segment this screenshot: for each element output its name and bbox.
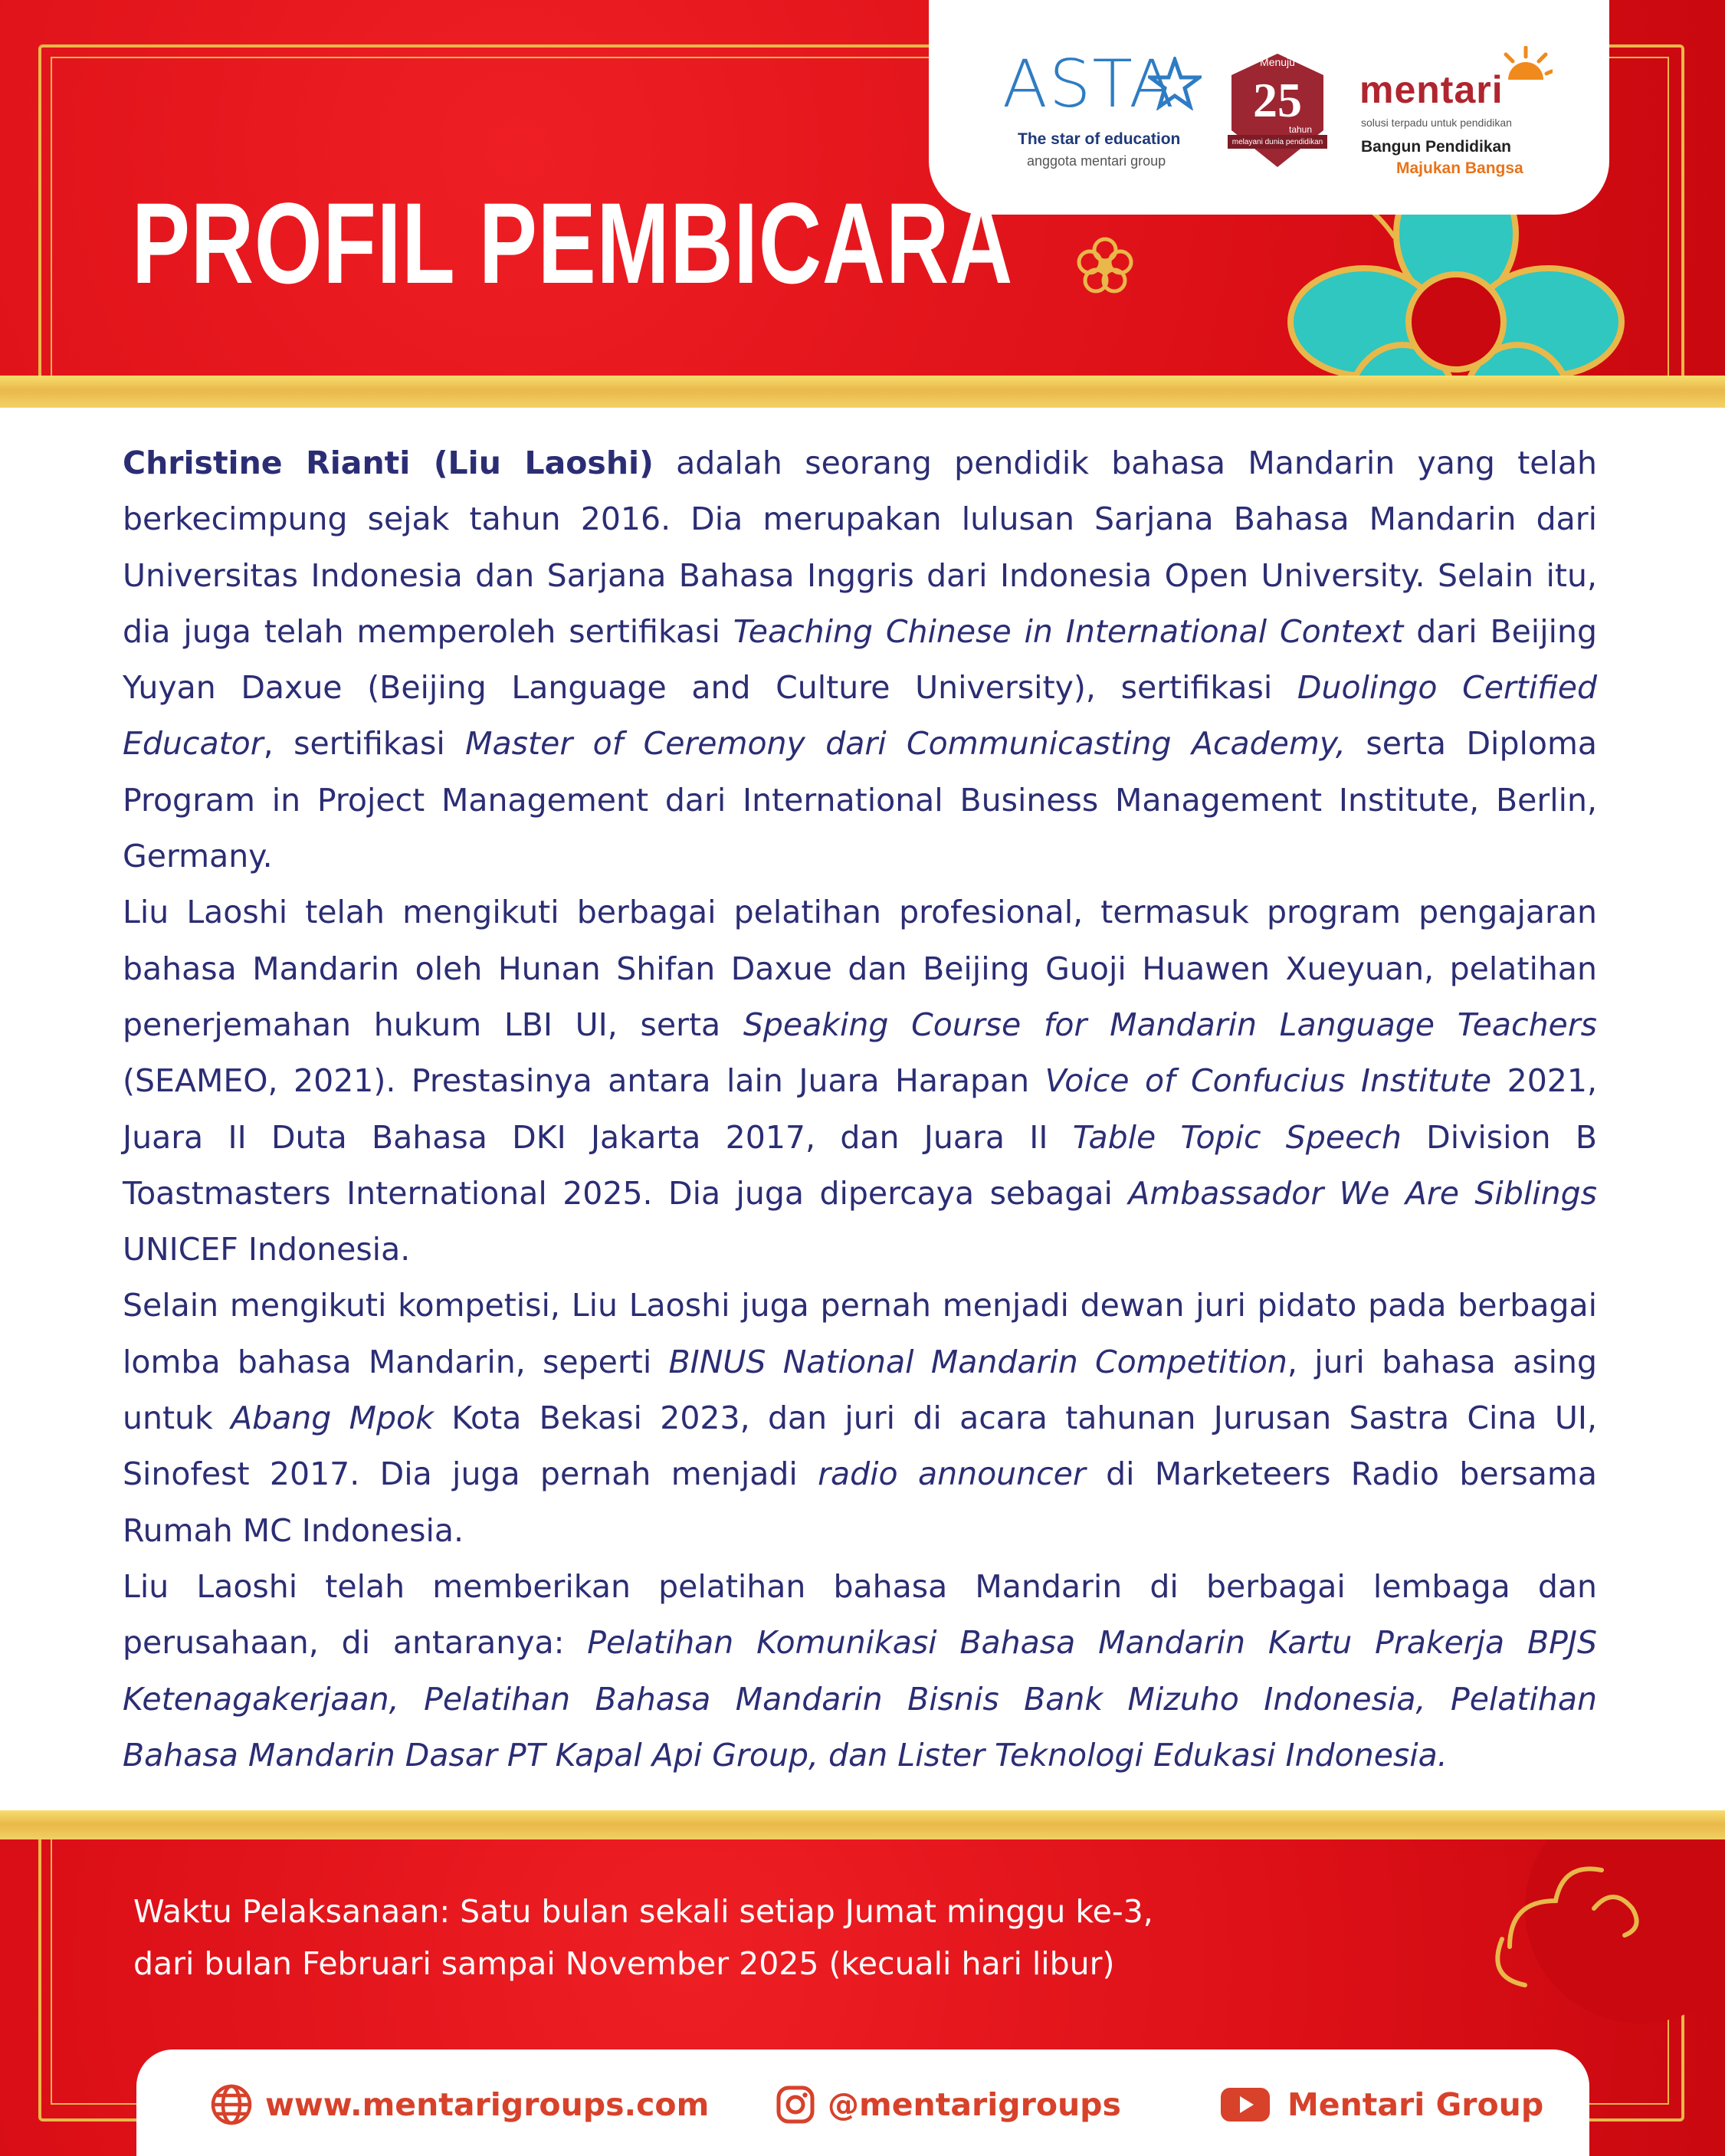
asta-sub: anggota mentari group: [1027, 153, 1166, 169]
website-text: www.mentarigroups.com: [265, 2086, 710, 2123]
schedule-line-1: Waktu Pelaksanaan: Satu bulan sekali setiap Jumat minggu ke-3,: [133, 1893, 1153, 1930]
mentari-logo: mentari: [1359, 68, 1504, 111]
youtube-icon: [1220, 2086, 1271, 2123]
page-title: PROFIL PEMBICARA: [132, 179, 1014, 307]
cloud-decoration-icon: [1479, 1839, 1725, 2046]
footer-gold-band: [0, 1810, 1725, 1841]
contact-bar: [136, 2049, 1589, 2156]
website-link[interactable]: [210, 2082, 709, 2128]
star-icon: [1148, 57, 1202, 110]
mentari-slogan-line1: Bangun Pendidikan: [1361, 138, 1512, 156]
speaker-profile-text: [123, 435, 1597, 1784]
sun-icon: [1499, 46, 1553, 84]
youtube-text: Mentari Group: [1287, 2086, 1544, 2123]
header-banner: [0, 0, 1725, 376]
mentari-slogan-line2: Majukan Bangsa: [1396, 159, 1523, 177]
footer-banner: [0, 1839, 1725, 2156]
asta-logo: ASTA: [1002, 46, 1176, 123]
logo-card: [929, 0, 1609, 215]
youtube-link[interactable]: [1220, 2082, 1543, 2128]
paragraph-judging: Selain mengikuti kompetisi, Liu Laoshi juga pernah menjadi dewan juri pidato pada berbagai lomba bahasa Mandarin, seperti BINUS National Mandarin Competition, juri bahasa asing untuk Abang Mpok Kota Bekasi 2023, dan juri di acara tahunan Jurusan Sastra Cina UI, Sinofest 2017. Dia juga pernah menjadi radio announcer di Marketeers Radio bersama Rumah MC Indonesia.: [123, 1287, 1598, 1549]
header-gold-band: [0, 376, 1725, 408]
paragraph-training-achievements: Liu Laoshi telah mengikuti berbagai pelatihan profesional, termasuk program pengajaran bahasa Mandarin oleh Hunan Shifan Daxue dan Beijing Guoji Huawen Xueyuan, pelatihan penerjemahan hukum LBI UI, serta Speaking Course for Mandarin Language Teachers (SEAMEO, 2021). Prestasinya antara lain Juara Harapan Voice of Confucius Institute 2021, Juara II Duta Bahasa DKI Jakarta 2017, dan Juara II Table Topic Speech Division B Toastmasters International 2025. Dia juga dipercaya sebagai Ambassador We Are Siblings UNICEF Indonesia.: [123, 894, 1597, 1268]
paragraph-education: Christine Rianti (Liu Laoshi) adalah seorang pendidik bahasa Mandarin yang telah berkecimpung sejak tahun 2016. Dia merupakan lulusan Sarjana Bahasa Mandarin dari Universitas Indonesia dan Sarjana Bahasa Inggris dari Indonesia Open University. Selain itu, dia juga telah memperoleh sertifikasi Teaching Chinese in International Context dari Beijing Yuyan Daxue (Beijing Language and Culture University), sertifikasi Duolingo Certified Educator, sertifikasi Master of Ceremony dari Communicasting Academy, serta Diploma Program in Project Management dari International Business Management Institute, Berlin, Germany.: [123, 445, 1598, 875]
speaker-name: Christine Rianti (Liu Laoshi): [123, 445, 654, 481]
small-flower-icon: [1074, 235, 1136, 296]
anniversary-badge: Menuju 25 tahun melayani dunia pendidikan: [1228, 54, 1327, 169]
instagram-icon: [776, 2085, 815, 2125]
mentari-tagline: solusi terpadu untuk pendidikan: [1361, 116, 1512, 129]
globe-icon: [210, 2083, 253, 2126]
schedule-line-2: dari bulan Februari sampai November 2025 (kecuali hari libur): [133, 1945, 1115, 1982]
schedule-info: [133, 1885, 1153, 1990]
asta-tagline: The star of education: [1018, 130, 1181, 148]
instagram-link[interactable]: [776, 2082, 1121, 2128]
instagram-text: @mentarigroups: [828, 2086, 1121, 2123]
paragraph-corporate-training: Liu Laoshi telah memberikan pelatihan bahasa Mandarin di berbagai lembaga dan perusahaan, di antaranya: Pelatihan Komunikasi Bahasa Mandarin Kartu Prakerja BPJS Ketenagakerjaan, Pelatihan Bahasa Mandarin Bisnis Bank Mizuho Indonesia, Pelatihan Bahasa Mandarin Dasar PT Kapal Api Group, dan Lister Teknologi Edukasi Indonesia.: [123, 1567, 1597, 1774]
